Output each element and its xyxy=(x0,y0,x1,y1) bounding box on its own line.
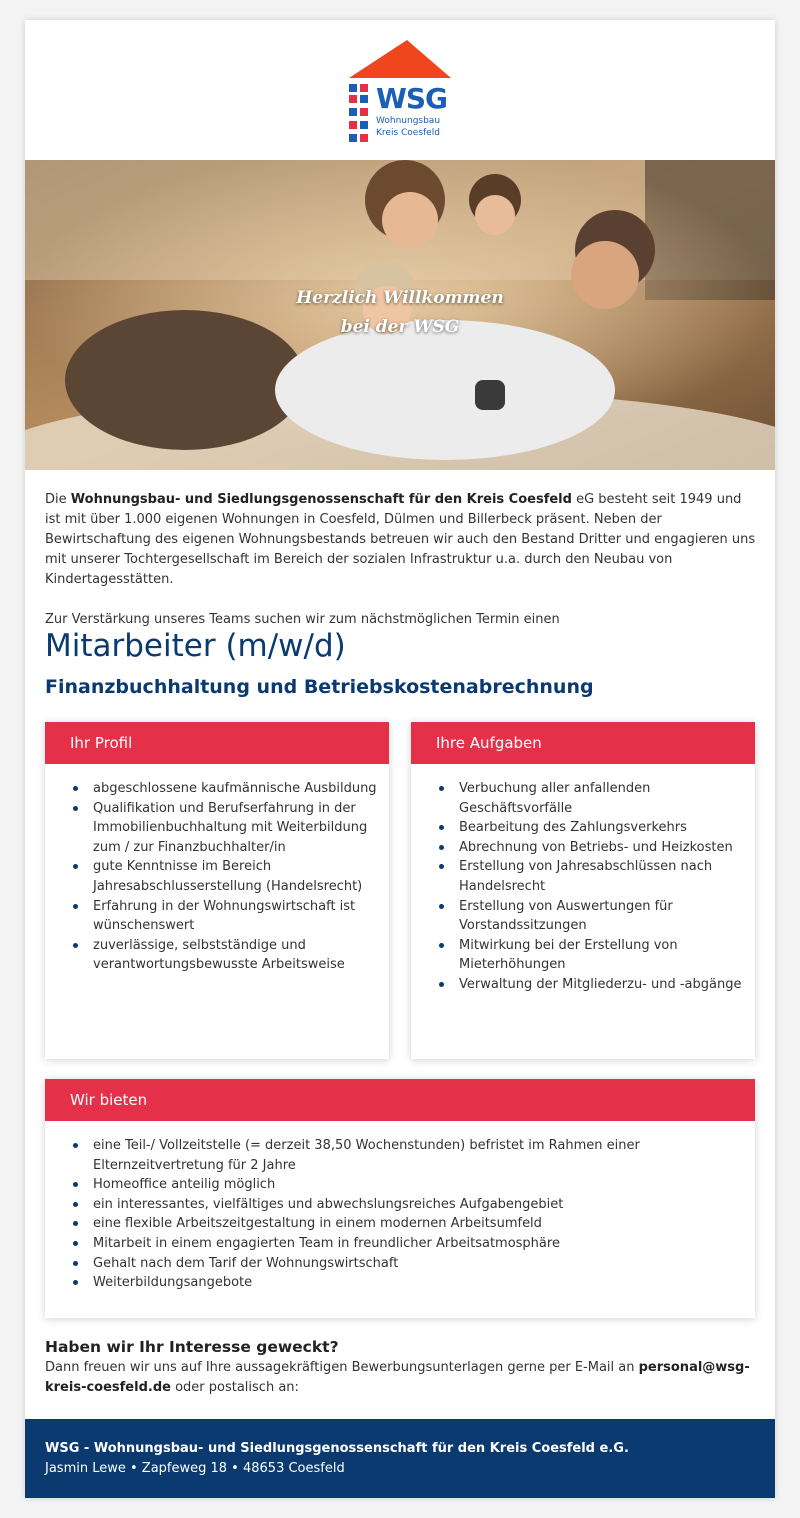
list-item: Verwaltung der Mitgliederzu- und -abgänge xyxy=(459,975,755,995)
list-item: Bearbeitung des Zahlungsverkehrs xyxy=(459,818,755,838)
job-subtitle: Finanzbuchhaltung und Betriebskostenabrechnung xyxy=(45,676,594,698)
offer-list xyxy=(45,1121,755,1293)
list-item: Qualifikation und Berufserfahrung in der Immobilienbuchhaltung mit Weiterbildung zum / zur Finanzbuchhalter/in xyxy=(93,799,389,858)
footer-company: WSG - Wohnungsbau- und Siedlungsgenossenschaft für den Kreis Coesfeld e.G. xyxy=(45,1441,629,1456)
list-item: gute Kenntnisse im Bereich Jahresabschlusserstellung (Handelsrecht) xyxy=(93,857,389,896)
profile-box xyxy=(45,722,389,1059)
logo-line1: Wohnungsbau xyxy=(376,116,441,126)
list-item: Weiterbildungsangebote xyxy=(93,1273,695,1293)
interest-heading: Haben wir Ihr Interesse geweckt? xyxy=(45,1338,339,1356)
job-ad-page xyxy=(25,20,775,1498)
hero-line-2: bei der WSG xyxy=(340,317,460,337)
profile-list xyxy=(45,764,389,975)
email-link[interactable]: personal@wsg-kreis-coesfeld.de xyxy=(45,1360,750,1395)
logo-line2: Kreis Coesfeld xyxy=(376,128,440,138)
list-item: Erstellung von Jahresabschlüssen nach Handelsrecht xyxy=(459,857,755,896)
intro-p1-pre: Die xyxy=(45,492,71,507)
job-title: Mitarbeiter (m/w/d) xyxy=(45,628,346,664)
list-item: Mitarbeit in einem engagierten Team in freundlicher Arbeitsatmosphäre xyxy=(93,1234,695,1254)
application-text xyxy=(45,1358,757,1398)
footer xyxy=(25,1419,775,1498)
hero-family-photo xyxy=(25,160,775,470)
list-item: zuverlässige, selbstständige und verantwortungsbewusste Arbeitsweise xyxy=(93,936,389,975)
list-item: abgeschlossene kaufmännische Ausbildung xyxy=(93,779,389,799)
offer-box xyxy=(45,1079,755,1318)
intro-paragraph-1 xyxy=(45,490,757,590)
list-item: eine flexible Arbeitszeitgestaltung in einem modernen Arbeitsumfeld xyxy=(93,1214,695,1234)
application-text-pre: Dann freuen wir uns auf Ihre aussagekräftigen Bewerbungsunterlagen gerne per E-Mail an xyxy=(45,1360,639,1375)
intro-paragraph-2: Zur Verstärkung unseres Teams suchen wir zum nächstmöglichen Termin einen xyxy=(45,612,560,627)
list-item: Verbuchung aller anfallenden Geschäftsvorfälle xyxy=(459,779,755,818)
profile-heading: Ihr Profil xyxy=(45,722,389,764)
logo-name: WSG xyxy=(376,82,448,115)
intro-p1-post: eG besteht seit 1949 und ist mit über 1.000 eigenen Wohnungen in Coesfeld, Dülmen und Billerbeck präsent. Neben der Bewirtschaftung des eigenen Wohnungsbestands betreuen wir auch den Bestand Dritter und engagieren uns mit unserer Tochtergesellschaft im Bereich der sozialen Infrastruktur u.a. durch den Neubau von Kindertagesstätten. xyxy=(45,492,756,587)
tasks-box xyxy=(411,722,755,1059)
tasks-list xyxy=(411,764,755,995)
list-item: ein interessantes, vielfältiges und abwechslungsreiches Aufgabengebiet xyxy=(93,1195,695,1215)
application-info xyxy=(45,1338,757,1398)
list-item: Abrechnung von Betriebs- und Heizkosten xyxy=(459,838,755,858)
offer-heading: Wir bieten xyxy=(45,1079,755,1121)
intro-text xyxy=(45,490,757,650)
wsg-logo xyxy=(349,40,451,144)
list-item: Mitwirkung bei der Erstellung von Mieterhöhungen xyxy=(459,936,755,975)
company-name: Wohnungsbau- und Siedlungsgenossenschaft für den Kreis Coesfeld xyxy=(70,492,572,507)
list-item: Erfahrung in der Wohnungswirtschaft ist wünschenswert xyxy=(93,897,389,936)
list-item: Homeoffice anteilig möglich xyxy=(93,1175,695,1195)
hero-line-1: Herzlich Willkommen xyxy=(296,288,504,308)
list-item: eine Teil-/ Vollzeitstelle (= derzeit 38,50 Wochenstunden) befristet im Rahmen einer Elternzeitvertretung für 2 Jahre xyxy=(93,1136,663,1175)
footer-address: Jasmin Lewe • Zapfeweg 18 • 48653 Coesfeld xyxy=(45,1461,345,1476)
application-text-post: oder postalisch an: xyxy=(170,1380,299,1395)
list-item: Erstellung von Auswertungen für Vorstandssitzungen xyxy=(459,897,755,936)
list-item: Gehalt nach dem Tarif der Wohnungswirtschaft xyxy=(93,1254,695,1274)
hero-welcome-text xyxy=(25,284,775,342)
tasks-heading: Ihre Aufgaben xyxy=(411,722,755,764)
